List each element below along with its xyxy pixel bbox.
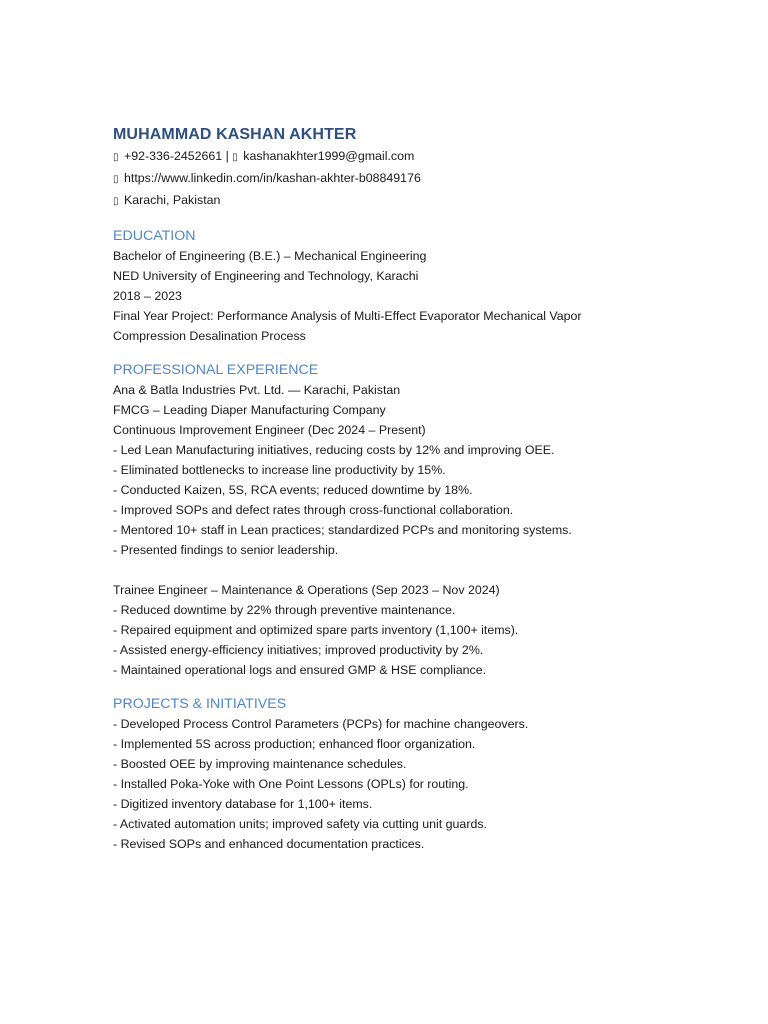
phone-number: +92-336-2452661 [124,149,223,163]
project-bullet: - Activated automation units; improved safety via cutting unit guards. [113,817,487,831]
contact-location-line [113,190,673,212]
location-text: Karachi, Pakistan [124,193,221,207]
email-address[interactable]: kashanakhter1999@gmail.com [243,149,415,163]
experience-bullet: - Presented findings to senior leadership. [113,543,339,557]
linkedin-icon: ▯ [113,174,119,185]
experience-bullet: - Conducted Kaizen, 5S, RCA events; reduced downtime by 18%. [113,483,473,497]
education-institution: NED University of Engineering and Technology, Karachi [113,269,419,283]
experience-role-1: Continuous Improvement Engineer (Dec 2024 – Present) [113,423,426,437]
experience-bullet: - Repaired equipment and optimized spare parts inventory (1,100+ items). [113,623,519,637]
projects-heading: PROJECTS & INITIATIVES [113,696,287,712]
experience-role-2: Trainee Engineer – Maintenance & Operations (Sep 2023 – Nov 2024) [113,583,500,597]
email-icon: ▯ [232,152,238,163]
education-project-line-1: Final Year Project: Performance Analysis of Multi-Effect Evaporator Mechanical Vapor [113,309,582,323]
education-heading: EDUCATION [113,228,196,244]
resume-page [113,124,673,854]
education-degree: Bachelor of Engineering (B.E.) – Mechanical Engineering [113,249,427,263]
project-bullet: - Installed Poka-Yoke with One Point Lessons (OPLs) for routing. [113,777,469,791]
candidate-name: MUHAMMAD KASHAN AKHTER [113,126,357,143]
contact-linkedin-line [113,168,673,190]
education-project-line-2: Compression Desalination Process [113,329,306,343]
linkedin-url[interactable]: https://www.linkedin.com/in/kashan-akhter-b08849176 [124,171,421,185]
project-bullet: - Revised SOPs and enhanced documentation practices. [113,837,425,851]
experience-bullet: - Mentored 10+ staff in Lean practices; standardized PCPs and monitoring systems. [113,523,572,537]
project-bullet: - Developed Process Control Parameters (PCPs) for machine changeovers. [113,717,529,731]
experience-bullet: - Maintained operational logs and ensured GMP & HSE compliance. [113,663,487,677]
experience-industry: FMCG – Leading Diaper Manufacturing Company [113,403,386,417]
blank-line [113,560,673,580]
location-icon: ▯ [113,196,119,207]
experience-bullet: - Eliminated bottlenecks to increase line productivity by 15%. [113,463,446,477]
project-bullet: - Implemented 5S across production; enhanced floor organization. [113,737,476,751]
experience-bullet: - Assisted energy-efficiency initiatives; improved productivity by 2%. [113,643,484,657]
project-bullet: - Digitized inventory database for 1,100+ items. [113,797,373,811]
contact-phone-email-line [113,146,673,168]
experience-bullet: - Led Lean Manufacturing initiatives, reducing costs by 12% and improving OEE. [113,443,555,457]
experience-bullet: - Improved SOPs and defect rates through cross-functional collaboration. [113,503,514,517]
education-years: 2018 – 2023 [113,289,182,303]
contact-separator: | [222,149,233,163]
project-bullet: - Boosted OEE by improving maintenance schedules. [113,757,407,771]
experience-heading: PROFESSIONAL EXPERIENCE [113,362,319,378]
experience-bullet: - Reduced downtime by 22% through preventive maintenance. [113,603,456,617]
experience-company: Ana & Batla Industries Pvt. Ltd. — Karachi, Pakistan [113,383,401,397]
phone-icon: ▯ [113,152,119,163]
